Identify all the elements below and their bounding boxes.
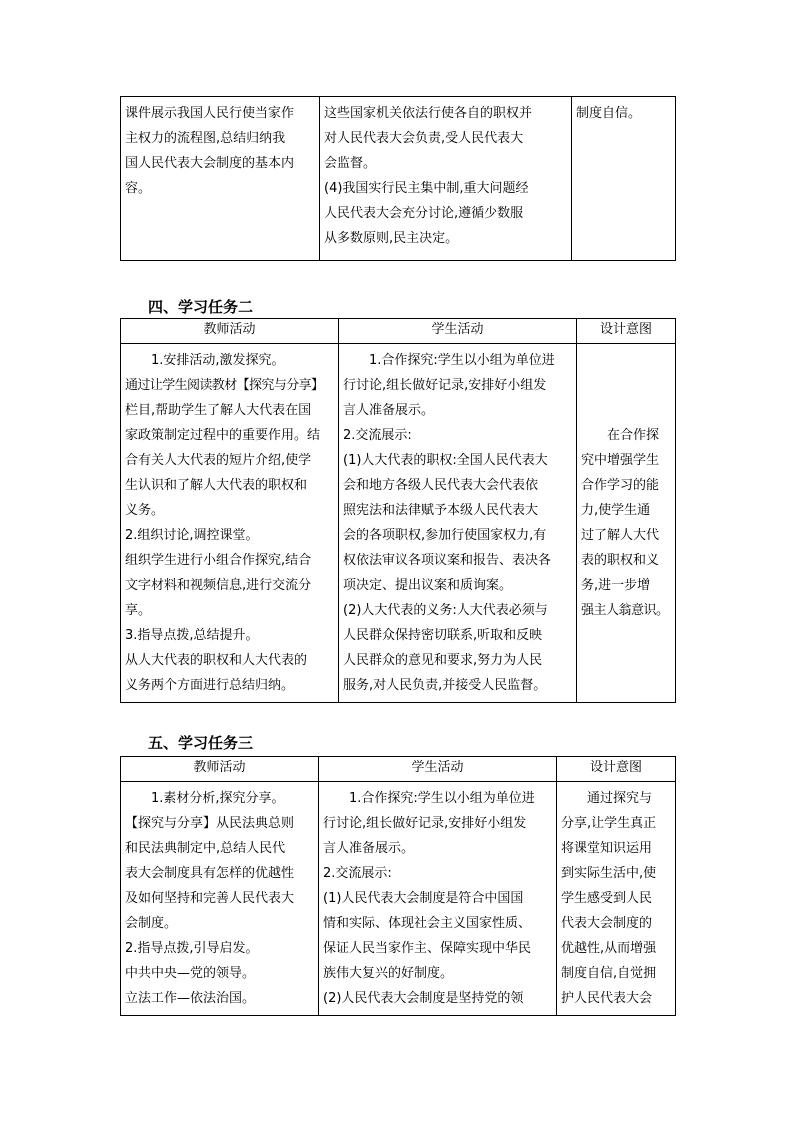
design-intent-cell: [557, 782, 676, 1016]
text-line: 学生感受到人民: [561, 891, 653, 906]
text-line: (2)人民代表大会制度是坚持党的领: [323, 991, 524, 1006]
text-line: 3.指导点拨,总结提升。: [125, 628, 259, 643]
text-line: 合作学习的能: [581, 478, 660, 493]
text-line: 2.交流展示:: [343, 428, 412, 443]
header-student-activity: 学生活动: [319, 757, 557, 782]
text-line: 合有关人大代表的短片介绍,使学: [125, 453, 312, 468]
text-line: 强主人翁意识。: [581, 603, 669, 618]
text-line: 制度自信,自觉拥: [561, 966, 657, 981]
text-line: 会监督。: [324, 156, 377, 171]
text-line: 【探究与分享】从民法典总则: [125, 816, 295, 831]
text-line: 代表大会制度的: [561, 916, 653, 931]
text-line: 会制度。: [125, 916, 178, 931]
text-line: 将课堂知识运用: [561, 841, 653, 856]
text-line: 人民代表大会充分讨论,遵循少数服: [324, 206, 524, 221]
text-line: 从多数原则,民主决定。: [324, 231, 459, 246]
table-row: [121, 782, 676, 1016]
text-line: (2)人大代表的义务:人大代表必须与: [343, 603, 548, 618]
text-line: 2.指导点拨,引导启发。: [125, 941, 259, 956]
text-line: 文字材料和视频信息,进行交流分: [125, 578, 312, 593]
text-line: 享。: [125, 603, 152, 618]
text-line: 1.合作探究:学生以小组为单位进: [369, 353, 555, 368]
text-line: 2.交流展示:: [323, 866, 392, 881]
teacher-activity-cell: [121, 782, 319, 1016]
text-line: 行讨论,组长做好记录,安排好小组发: [343, 378, 547, 393]
text-line: 生认识和了解人大代表的职权和: [125, 478, 308, 493]
text-line: 在合作探: [607, 428, 660, 443]
text-line: 权依法审议各项议案和报告、表决各: [343, 553, 552, 568]
text-line: 1.合作探究:学生以小组为单位进: [349, 791, 535, 806]
design-intent-cell: [577, 344, 676, 703]
text-line: 1.素材分析,探究分享。: [151, 791, 285, 806]
text-line: 1.安排活动,激发探究。: [151, 353, 285, 368]
header-design-intent: 设计意图: [557, 757, 676, 782]
text-line: 优越性,从而增强: [561, 941, 657, 956]
text-line: 义务两个方面进行总结归纳。: [125, 678, 295, 693]
student-activity-cell: [339, 344, 577, 703]
table-header-row: [121, 757, 676, 782]
text-line: 容。: [125, 181, 152, 196]
text-line: 力,使学生通: [581, 503, 651, 518]
text-line: 表的职权和义: [581, 553, 660, 568]
table-task-2: [120, 318, 676, 703]
text-line: (1)人民代表大会制度是符合中国国: [323, 891, 524, 906]
header-design-intent: 设计意图: [577, 319, 676, 344]
text-line: 课件展示我国人民行使当家作: [125, 106, 295, 121]
text-line: 项决定、提出议案和质询案。: [343, 578, 513, 593]
teacher-activity-cell: [121, 344, 339, 703]
text-line: 从人大代表的职权和人大代表的: [125, 653, 308, 668]
text-line: 义务。: [125, 503, 165, 518]
text-line: 人民群众保持密切联系,听取和反映: [343, 628, 543, 643]
text-line: 和民法典制定中,总结人民代: [125, 841, 286, 856]
header-teacher-activity: 教师活动: [121, 319, 339, 344]
text-line: 表大会制度具有怎样的优越性: [125, 866, 295, 881]
text-line: 究中增强学生: [581, 453, 660, 468]
student-activity-cell: [319, 782, 557, 1016]
text-line: 栏目,帮助学生了解人大代表在国: [125, 403, 312, 418]
table-header-row: [121, 319, 676, 344]
section-heading-task-3: 五、学习任务三: [148, 734, 254, 752]
text-line: 护人民代表大会: [561, 991, 653, 1006]
text-line: 立法工作—依法治国。: [125, 991, 256, 1006]
design-intent-cell: [572, 97, 676, 261]
text-line: 族伟大复兴的好制度。: [323, 966, 454, 981]
text-line: 主权力的流程图,总结归纳我: [125, 131, 286, 146]
text-line: 国人民代表大会制度的基本内: [125, 156, 295, 171]
text-line: 言人准备展示。: [323, 841, 415, 856]
text-line: (1)人大代表的职权:全国人民代表大: [343, 453, 548, 468]
text-line: 家政策制定过程中的重要作用。结: [125, 428, 321, 443]
teacher-activity-cell: [121, 97, 320, 261]
text-line: 通过让学生阅读教材【探究与分享】: [125, 378, 324, 393]
text-line: 中共中央—党的领导。: [125, 966, 256, 981]
table-task-3: [120, 756, 676, 1016]
text-line: 及如何坚持和完善人民代表大: [125, 891, 295, 906]
text-line: 分享,让学生真正: [561, 816, 657, 831]
text-line: 会的各项职权,参加行使国家权力,有: [343, 528, 547, 543]
text-line: 言人准备展示。: [343, 403, 435, 418]
text-line: 人民群众的意见和要求,努力为人民: [343, 653, 543, 668]
header-student-activity: 学生活动: [339, 319, 577, 344]
text-line: 制度自信。: [576, 106, 642, 121]
text-line: 保证人民当家作主、保障实现中华民: [323, 941, 532, 956]
table-row: [121, 344, 676, 703]
text-line: 行讨论,组长做好记录,安排好小组发: [323, 816, 527, 831]
text-line: 照宪法和法律赋予本级人民代表大: [343, 503, 539, 518]
header-teacher-activity: 教师活动: [121, 757, 319, 782]
text-line: 2.组织讨论,调控课堂。: [125, 528, 259, 543]
text-line: 到实际生活中,使: [561, 866, 657, 881]
table-continuation: [120, 96, 676, 261]
text-line: 通过探究与: [587, 791, 653, 806]
text-line: 务,进一步增: [581, 578, 651, 593]
text-line: 组织学生进行小组合作探究,结合: [125, 553, 312, 568]
student-activity-cell: [320, 97, 572, 261]
text-line: 情和实际、体现社会主义国家性质、: [323, 916, 532, 931]
text-line: 会和地方各级人民代表大会代表依: [343, 478, 539, 493]
text-line: 这些国家机关依法行使各自的职权并: [324, 106, 533, 121]
text-line: 对人民代表大会负责,受人民代表大: [324, 131, 524, 146]
table-row: [121, 97, 676, 261]
text-line: 过了解人大代: [581, 528, 660, 543]
text-line: 服务,对人民负责,并接受人民监督。: [343, 678, 547, 693]
section-heading-task-2: 四、学习任务二: [148, 298, 254, 316]
text-line: (4)我国实行民主集中制,重大问题经: [324, 181, 529, 196]
